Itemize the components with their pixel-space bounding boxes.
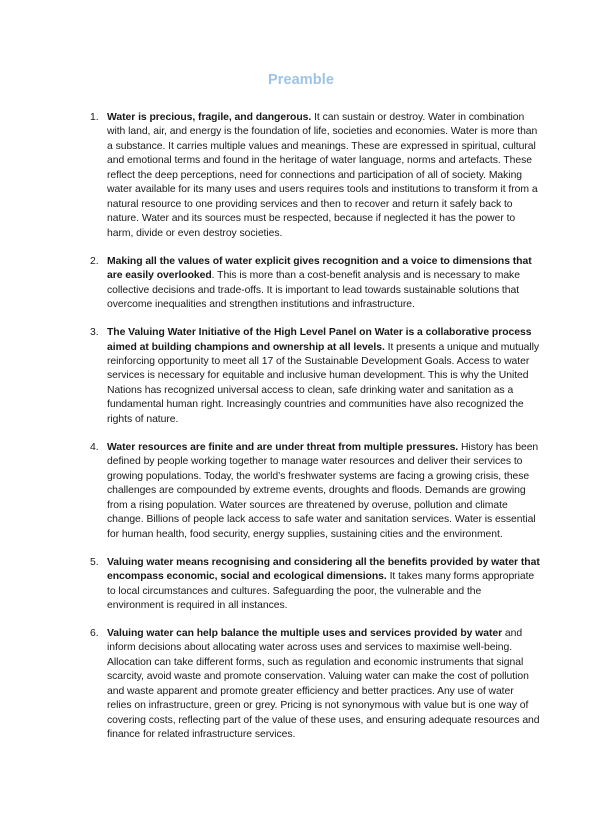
preamble-list: [90, 111, 540, 756]
item-number: 4.: [90, 441, 99, 453]
item-body: and inform decisions about allocating water across uses and services to maximise well-being. Allocation can take different forms, such as regulation and economic instruments that signal scarcity, avoid waste and promote conservation. Valuing water can make the cost of pollution and waste apparent and promote greater efficiency and better practices. Any use of water relies on infrastructure, green or grey. Pricing is not synonymous with value but is one way of covering costs, reflecting part of the value of these uses, and ensuring adequate resources and finance for related infrastructure services.: [107, 628, 540, 741]
item-number: 3.: [90, 327, 99, 339]
list-item: [90, 255, 540, 313]
item-number: 2.: [90, 255, 99, 267]
item-number: 1.: [90, 112, 99, 123]
list-item: [90, 111, 540, 241]
item-body: It takes many forms appropriate to local circumstances and cultures. Safeguarding the poor, the vulnerable and the environment is required in all instances.: [107, 571, 535, 611]
list-item: [90, 556, 540, 614]
list-item: [90, 627, 540, 743]
item-body: History has been defined by people working together to manage water resources and deliver their services to growing populations. Today, the world’s freshwater systems are facing a growing crisis, these challenges are compounded by extreme events, droughts and floods. Demands are growing from a rising population. Water sources are threatened by overuse, pollution and climate change. Billions of people lack access to safe water and sanitation services. Water is essential for human health, food security, energy supplies, sustaining cities and the environment.: [107, 441, 539, 540]
item-body: It presents a unique and mutually reinforcing opportunity to meet all 17 of the Sustainable Development Goals. Access to water services is necessary for equitable and inclusive human development. This is why the United Nations has recognized universal access to clean, safe drinking water and sanitation as a fundamental human right. Increasingly countries and communities have also recognized the rights of nature.: [107, 341, 540, 425]
item-number: 5.: [90, 556, 99, 568]
item-lead: Water resources are finite and are under threat from multiple pressures.: [107, 441, 459, 453]
list-item: [90, 441, 540, 542]
list-item: [90, 326, 540, 427]
item-lead: Valuing water can help balance the multiple uses and services provided by water: [107, 628, 503, 640]
item-body: It can sustain or destroy. Water in combination with land, air, and energy is the foundation of life, societies and economies. Water is more than a substance. It carries multiple values and meanings. These are expressed in spiritual, cultural and emotional terms and found in the heritage of water language, norms and artefacts. These reflect the deep perceptions, need for connections and participation of all of society. Making water available for its many uses and users requires tools and institutions to transform it from a natural resource to one providing services and then to recover and return it safely back to nature. Water and its sources must be respected, because if neglected it has the power to harm, divide or even destroy societies.: [107, 112, 538, 239]
item-body: . This is more than a cost-benefit analysis and is necessary to make collective decisions and trade-offs. It is important to lead towards sustainable solutions that overcome inequalities and strengthen institutions and infrastructure.: [107, 270, 520, 311]
item-lead: Water is precious, fragile, and dangerous.: [107, 112, 312, 123]
item-number: 6.: [90, 628, 99, 640]
item-lead: Valuing water means recognising and considering all the benefits provided by water that encompass economic, social and ecological dimensions.: [107, 556, 540, 583]
item-lead: The Valuing Water Initiative of the High Level Panel on Water is a collaborative process aimed at building champions and ownership at all levels.: [107, 327, 532, 353]
item-lead: Making all the values of water explicit gives recognition and a voice to dimensions that are easily overlooked: [107, 255, 532, 282]
page-title: Preamble: [267, 72, 335, 88]
